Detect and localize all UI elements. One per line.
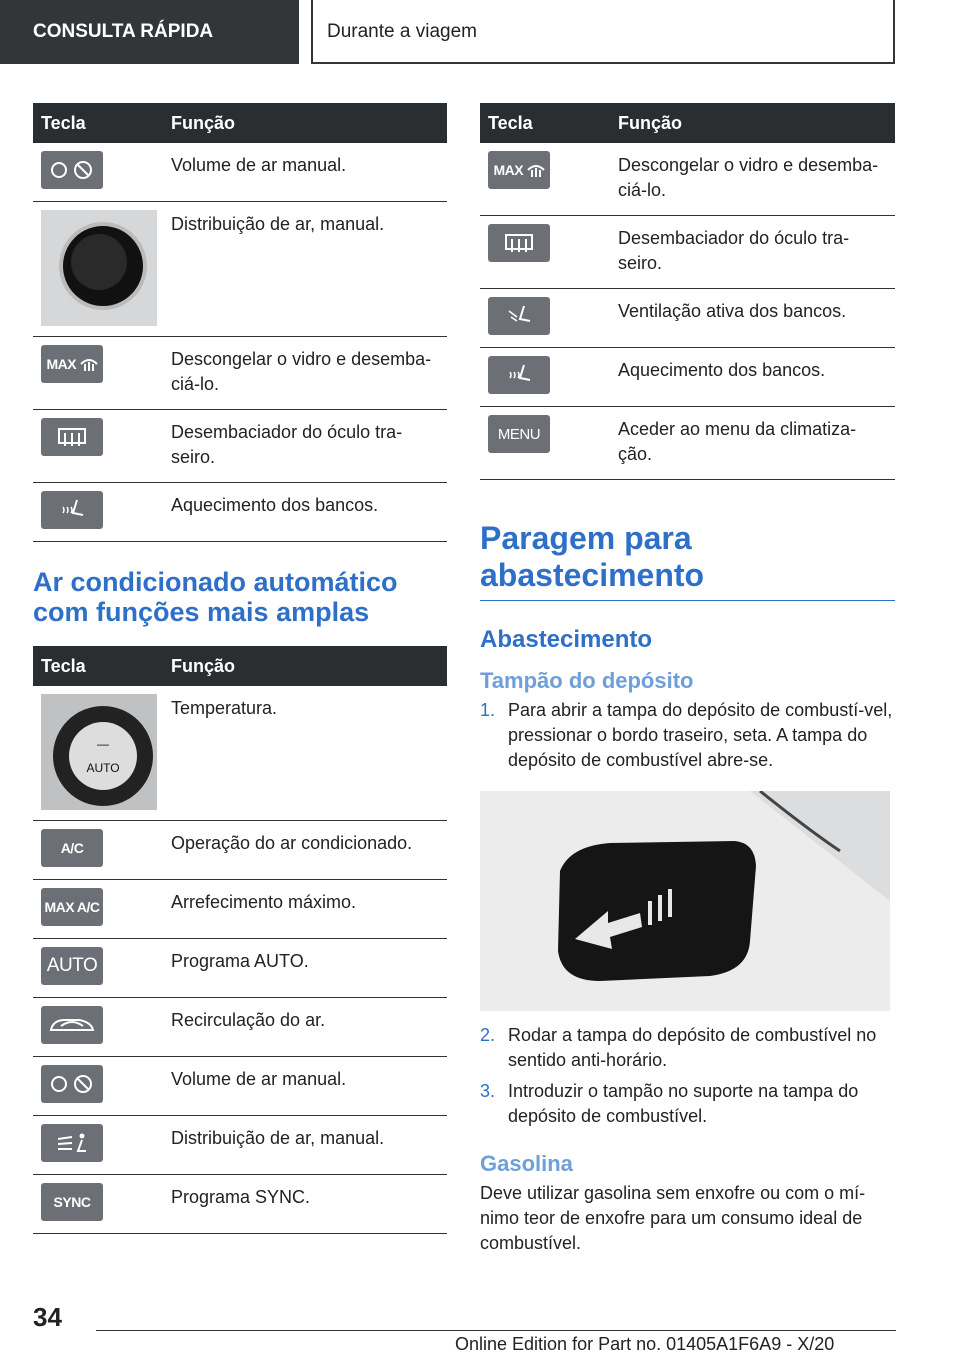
page-number: 34 [33, 1302, 62, 1332]
table-row [33, 686, 447, 821]
table-row [33, 410, 447, 483]
col-header-function: Função [171, 103, 447, 143]
climate-keys-table-basic [33, 103, 447, 542]
footer-divider [96, 1330, 896, 1331]
table-row [480, 289, 895, 348]
fan-volume-key-icon [41, 151, 103, 189]
function-text: Arrefecimento máximo. [171, 880, 447, 939]
function-text: Volume de ar manual. [171, 143, 447, 202]
auto-key-icon: AUTO [41, 947, 103, 985]
subtitle-refuelling: Abastecimento [480, 626, 653, 653]
function-text: Descongelar o vidro e desemba-ciá-lo. [618, 143, 895, 216]
footer-edition: Online Edition for Part no. 01405A1F6A9 - X/20 [455, 1334, 835, 1354]
table-row [480, 407, 895, 480]
table-row [480, 348, 895, 407]
function-text: Programa SYNC. [171, 1175, 447, 1234]
header-section: CONSULTA RÁPIDA [0, 0, 299, 64]
seat-heating-key-icon [488, 356, 550, 394]
table-row [33, 202, 447, 337]
function-text: Operação do ar condicionado. [171, 821, 447, 880]
left-column [33, 103, 447, 1234]
function-text: Aquecimento dos bancos. [618, 348, 895, 407]
table-row [33, 880, 447, 939]
col-header-function: Função [171, 646, 447, 686]
ac-key-icon: A/C [41, 829, 103, 867]
function-text: Distribuição de ar, manual. [171, 1116, 447, 1175]
function-text: Aceder ao menu da climatiza-ção. [618, 407, 895, 480]
step-1: 1. Para abrir a tampa do depósito de combustí-vel, pressionar o bordo traseiro, seta. A tampa do depósito de combustível abre-se. [480, 700, 893, 770]
subtitle-petrol: Gasolina [480, 1151, 573, 1176]
table-row [480, 216, 895, 289]
seat-ventilation-key-icon [488, 297, 550, 335]
fuel-flap-image [480, 791, 890, 1011]
recirculation-key-icon [41, 1006, 103, 1044]
table-row [33, 483, 447, 542]
max-defrost-key-icon: MAX [41, 345, 103, 383]
fan-volume-key-icon [41, 1065, 103, 1103]
function-text: Desembaciador do óculo tra-seiro. [171, 410, 447, 483]
table-row [33, 998, 447, 1057]
function-text: Desembaciador do óculo tra-seiro. [618, 216, 895, 289]
col-header-key: Tecla [33, 103, 171, 143]
table-row [33, 1175, 447, 1234]
function-text: Ventilação ativa dos bancos. [618, 289, 895, 348]
col-header-key: Tecla [480, 103, 618, 143]
subtitle-fuel-cap: Tampão do depósito [480, 668, 694, 693]
right-column [480, 103, 895, 1256]
petrol-paragraph: Deve utilizar gasolina sem enxofre ou com o mí-nimo teor de enxofre para um consumo ideal de combustível. [480, 1183, 866, 1253]
function-text: Temperatura. [171, 686, 447, 821]
table-row [33, 1116, 447, 1175]
section-heading-auto-ac: Ar condicionado automático com funções mais amplas [33, 567, 398, 627]
climate-keys-table-extended [33, 646, 447, 1234]
function-text: Descongelar o vidro e desemba-ciá-lo. [171, 337, 447, 410]
table-row [33, 939, 447, 998]
temperature-dial-icon: — AUTO [41, 694, 157, 810]
max-defrost-key-icon: MAX [488, 151, 550, 189]
step-2: 2. Rodar a tampa do depósito de combustível no sentido anti-horário. [480, 1025, 877, 1070]
table-row [33, 143, 447, 202]
col-header-function: Função [618, 103, 895, 143]
col-header-key: Tecla [33, 646, 171, 686]
table-row [33, 821, 447, 880]
table-row [33, 337, 447, 410]
section-title-refuelling: Paragem para abastecimento [480, 520, 895, 601]
function-text: Recirculação do ar. [171, 998, 447, 1057]
function-text: Volume de ar manual. [171, 1057, 447, 1116]
table-row [33, 1057, 447, 1116]
menu-key-icon: MENU [488, 415, 550, 453]
air-distribution-dial-icon [41, 210, 157, 326]
function-text: Aquecimento dos bancos. [171, 483, 447, 542]
max-ac-key-icon: MAX A/C [41, 888, 103, 926]
header-chapter: Durante a viagem [311, 0, 895, 64]
step-3: 3. Introduzir o tampão no suporte na tampa do depósito de combustível. [480, 1081, 859, 1126]
air-distribution-key-icon [41, 1124, 103, 1162]
table-row [480, 143, 895, 216]
rear-defrost-key-icon [41, 418, 103, 456]
climate-keys-table-right [480, 103, 895, 480]
function-text: Distribuição de ar, manual. [171, 202, 447, 337]
seat-heating-key-icon [41, 491, 103, 529]
sync-key-icon: SYNC [41, 1183, 103, 1221]
rear-defrost-key-icon [488, 224, 550, 262]
function-text: Programa AUTO. [171, 939, 447, 998]
